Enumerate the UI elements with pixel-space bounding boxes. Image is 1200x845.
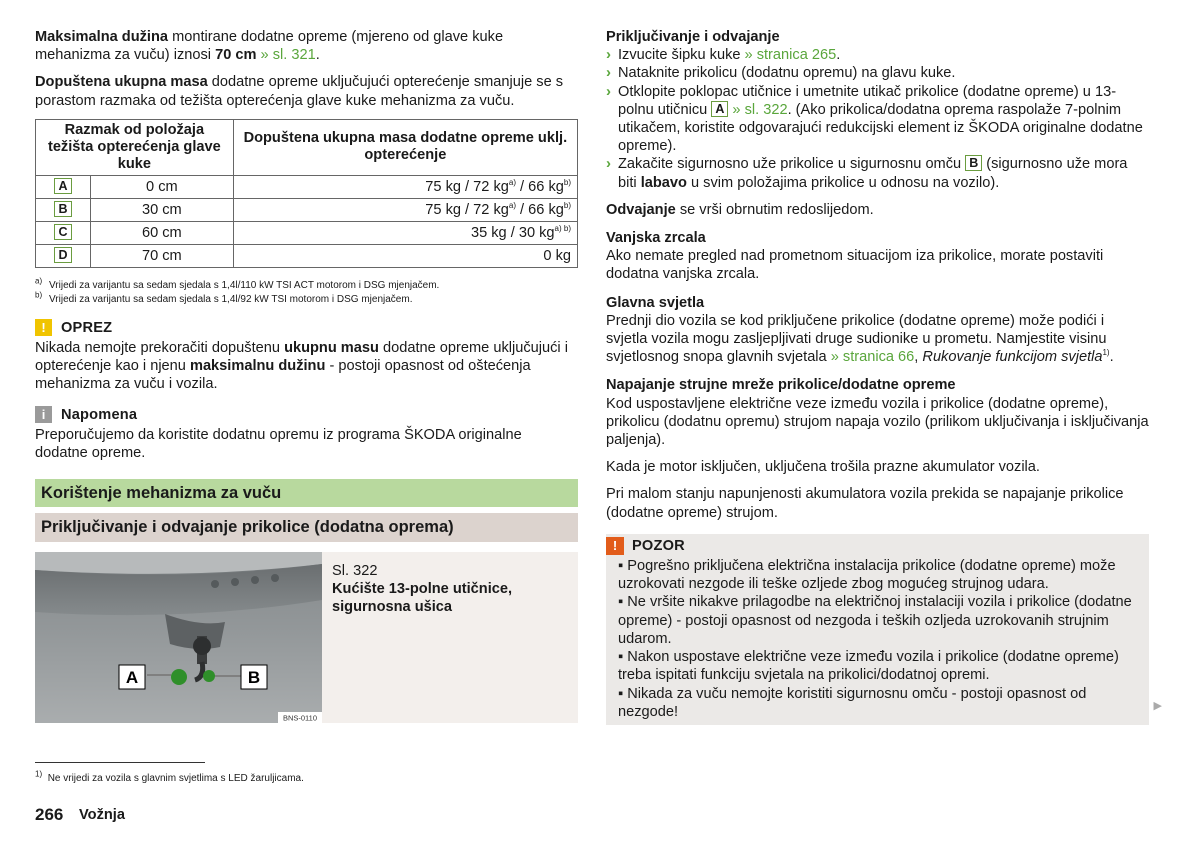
mass-value: 0 kg <box>543 247 571 264</box>
text: montirane dodatne opreme (mjereno od glave kuke mehanizma za vuču) iznosi <box>35 29 504 64</box>
mass-cell <box>233 221 577 244</box>
power-text: Kod uspostavljene električne veze između vozila i prikolice (dodatne opreme), prikolicu (dodatnu opremu) strujom napaja vozilo (prilikom uključivanja i isključivanja paljenja). <box>606 395 1149 449</box>
pozor-item: ▪ Nikada za vuču nemojte koristiti sigurnosnu omču - postoji opasnost od nezgode! <box>618 685 1087 720</box>
row-label: D <box>54 247 71 263</box>
row-label-cell <box>36 198 91 221</box>
figure-number: Sl. 322 <box>332 562 378 579</box>
footnote-text: Ne vrijedi za vozila s glavnim svjetlima s LED žaruljicama. <box>47 773 304 784</box>
bold-term: ukupnu masu <box>284 340 379 357</box>
row-label: A <box>54 178 71 194</box>
table-row <box>36 244 578 267</box>
continue-arrow-icon: ▶ <box>1153 699 1162 712</box>
oprez-text <box>35 339 578 394</box>
mirrors-text: Ako nemate pregled nad prometnom situacijom iza prikolice, morate postaviti dodatna vanjska zrcala. <box>606 248 1104 283</box>
note-header <box>35 406 578 424</box>
mass-value: / 66 kg <box>516 201 564 218</box>
text: u svim položajima prikolice u odnosu na vozilo). <box>686 174 1000 191</box>
distance-cell: 30 cm <box>91 198 234 221</box>
label-b: B <box>965 155 982 171</box>
heading-connect: Priključivanje i odvajanje <box>606 29 780 45</box>
pozor-header <box>606 534 1137 557</box>
page-number: 266 <box>35 805 64 824</box>
figure-link[interactable]: » sl. 322 <box>728 101 788 118</box>
footnote-mark: b) <box>35 290 43 300</box>
footnote-mark: a) <box>35 276 43 286</box>
headlights-text <box>606 312 1149 367</box>
footnote-text: Vrijedi za varijantu sa sedam sjedala s 1,4l/110 kW TSI ACT motorom i DSG mjenjačem. <box>49 279 440 291</box>
figure-322 <box>35 552 578 723</box>
figure-code: BNS-0110 <box>282 713 318 723</box>
pozor-item: ▪ Ne vršite nikakve prilagodbe na električnoj instalaciji vozila i prikolice (dodatne opreme) - postoji opasnost od nezgoda i teških ozljeda uzrokovanih strujnim udarom. <box>618 594 1132 647</box>
text: Otklopite poklopac utičnice i umetnite utikač prikolice (dodatne opreme) u 13-polnu utičnicu <box>618 83 1117 118</box>
table-header-distance: Razmak od položaja težišta opterećenja glave kuke <box>36 119 234 175</box>
note-text: Preporučujemo da koristite dodatnu opremu iz programa ŠKODA originalne dodatne opreme. <box>35 426 522 462</box>
page-link[interactable]: » stranica 66 <box>826 349 915 366</box>
chevron-right-icon: › <box>606 155 611 173</box>
table-header-mass: Dopuštena ukupna masa dodatne opreme uklj. opterećenje <box>233 119 577 175</box>
text: . <box>315 47 320 64</box>
distance-cell: 70 cm <box>91 244 234 267</box>
row-label-cell <box>36 244 91 267</box>
label-a: A <box>711 101 728 117</box>
disconnect-paragraph <box>606 201 1149 219</box>
text: se vrši obrnutim redoslijedom. <box>675 201 874 218</box>
text: . <box>1109 349 1114 366</box>
text: Nataknite prikolicu (dodatnu opremu) na glavu kuke. <box>618 65 956 82</box>
step-2 <box>606 64 1149 82</box>
heading-headlights: Glavna svjetla <box>606 294 705 311</box>
right-column <box>606 28 1162 725</box>
table-row <box>36 221 578 244</box>
tow-hook-illustration <box>35 552 322 723</box>
section-heading-trailer: Priključivanje i odvajanje prikolice (dodatna oprema) <box>35 513 578 541</box>
text: Nikada nemojte prekoračiti dopuštenu <box>35 340 285 357</box>
info-icon: i <box>35 406 52 423</box>
section-heading-towing: Korištenje mehanizma za vuču <box>35 479 578 507</box>
mass-value: 75 kg / 72 kg <box>425 178 509 195</box>
figure-link[interactable]: » sl. 321 <box>256 47 316 64</box>
footnote-mark: b) <box>563 200 571 210</box>
power-text-2: Kada je motor isključen, uključena trošila prazne akumulator vozila. <box>606 459 1040 476</box>
text: dodatne opreme uključujući i opterećenje kao i njenu <box>35 340 568 375</box>
text: , <box>914 349 923 366</box>
text: Zakačite sigurnosno uže prikolice u sigurnosnu omču <box>618 156 966 173</box>
row-label-cell <box>36 175 91 198</box>
bold-value: 70 cm <box>215 47 257 64</box>
heading-power: Napajanje strujne mreže prikolice/dodatne opreme <box>606 377 956 394</box>
pozor-box <box>606 534 1162 725</box>
mass-value: 35 kg / 30 kg <box>470 224 555 241</box>
page-link[interactable]: » stranica 265 <box>740 47 837 64</box>
text: . (Ako prikolica/dodatna oprema raspolaže 7-polnim utikačem, koristite odgovarajući redukcijski element iz ŠKODA originalne dodatne opreme). <box>618 101 1143 155</box>
mass-paragraph <box>35 73 578 109</box>
mass-cell <box>233 244 577 267</box>
row-label: B <box>54 201 71 217</box>
left-column <box>35 28 578 723</box>
caution-icon: ! <box>35 319 52 336</box>
chevron-right-icon: › <box>606 64 611 82</box>
mass-cell <box>233 175 577 198</box>
bold-term: maksimalnu dužinu <box>189 358 326 375</box>
footnote-mark: 1) <box>1102 348 1110 358</box>
text: Prednji dio vozila se kod priključene prikolice (dodatne opreme) može podići i svjetla vozila mogu zasljepljivati druge sudionike u prometu. Namjestite visinu svjetlosnog snopa glavnih svjetala <box>606 312 1107 366</box>
text: (sigurnosno uže mora biti <box>618 156 1128 191</box>
table-row <box>36 198 578 221</box>
chevron-right-icon: › <box>606 46 611 64</box>
tow-hook-photo <box>35 552 322 723</box>
pozor-item: ▪ Pogrešno priključena električna instalacija prikolice (dodatne opreme) može uzrokovati nezgode ili teške ozljede zbog mogućeg strujnog udara. <box>618 558 1116 593</box>
footnote-mark: b) <box>563 177 571 187</box>
step-1 <box>606 46 1149 64</box>
mass-cell <box>233 198 577 221</box>
mass-table <box>35 119 578 268</box>
page-footnote <box>35 769 304 784</box>
note-title: Napomena <box>61 406 138 423</box>
step-4 <box>606 155 1149 191</box>
max-length-paragraph <box>35 28 578 64</box>
table-row <box>36 175 578 198</box>
italic-ref: Rukovanje funkcijom svjetla <box>922 349 1103 366</box>
text: . <box>836 47 841 64</box>
footnote-text: Vrijedi za varijantu sa sedam sjedala s 1,4l/92 kW TSI motorom i DSG mjenjačem. <box>49 293 413 305</box>
bold-term: Odvajanje <box>606 201 676 218</box>
bold-term: labavo <box>640 174 687 191</box>
figure-caption-block <box>322 552 562 723</box>
text: - postoji opasnost od oštećenja mehanizma za vuču i vozila. <box>35 358 531 393</box>
distance-cell: 60 cm <box>91 221 234 244</box>
pozor-item: ▪ Nakon uspostave električne veze između vozila i prikolice (dodatne opreme) treba ispitati funkciju svjetala na prikolici/dodatnoj opremi. <box>618 649 1119 684</box>
warning-icon: ! <box>606 537 624 555</box>
footnote-rule <box>35 762 205 763</box>
heading-mirrors: Vanjska zrcala <box>606 230 706 247</box>
bold-term: Maksimalna dužina <box>35 29 169 45</box>
text: Izvucite šipku kuke <box>618 47 741 64</box>
figure-label-b: B <box>247 667 261 687</box>
distance-cell: 0 cm <box>91 175 234 198</box>
footnote-b <box>35 290 578 307</box>
figure-caption: Kućište 13-polne utičnice, sigurnosna ušica <box>332 580 513 615</box>
footnote-mark: a) <box>508 177 516 187</box>
mass-value: 75 kg / 72 kg <box>425 201 509 218</box>
footnote-mark: a) <box>508 200 516 210</box>
oprez-header <box>35 319 578 337</box>
pozor-title: POZOR <box>632 537 685 554</box>
oprez-title: OPREZ <box>61 319 113 336</box>
chevron-right-icon: › <box>606 82 611 100</box>
chapter-title: Vožnja <box>79 807 125 823</box>
footnote-a <box>35 276 578 293</box>
step-3 <box>606 83 1149 156</box>
footnote-mark: a) b) <box>554 223 571 233</box>
bold-term: Dopuštena ukupna masa <box>35 74 208 91</box>
figure-label-a: A <box>125 667 139 687</box>
mass-value: / 66 kg <box>516 178 564 195</box>
text: dodatne opreme uključujući opterećenje smanjuje se s porastom razmaka od težišta opterećenja glave kuke mehanizma za vuču. <box>35 74 564 109</box>
power-text-3: Pri malom stanju napunjenosti akumulatora vozila prekida se napajanje prikolice (dodatne opreme) strujom. <box>606 486 1124 521</box>
footnote-mark: 1) <box>35 769 43 779</box>
row-label-cell <box>36 221 91 244</box>
row-label: C <box>54 224 71 240</box>
